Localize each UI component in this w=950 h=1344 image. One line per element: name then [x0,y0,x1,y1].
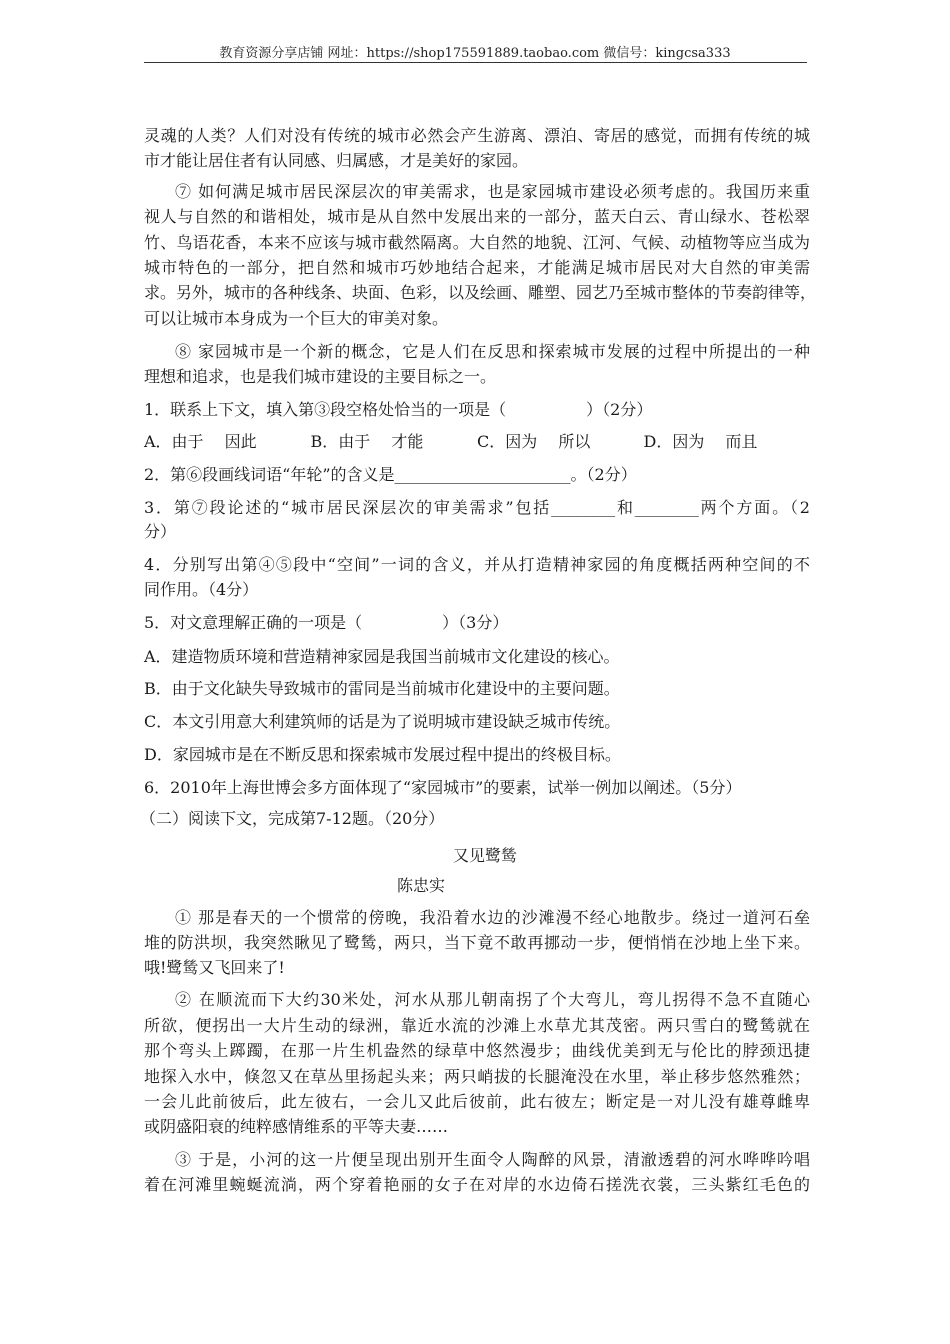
text-line: 所欲，便拐出一大片生动的绿洲，靠近水流的沙滩上水草尤其茂密。两只雪白的鹭鸶就在 [144,1016,810,1035]
question-3: 3．第⑦段论述的“城市居民深层次的审美需求”包括________和________两个方面。（2 [144,498,810,517]
option-d: D．因为 而且 [643,432,758,451]
text-line: 理想和追求，也是我们城市建设的主要目标之一。 [144,367,497,386]
text-line: ① 那是春天的一个惯常的傍晚，我沿着水边的沙滩漫不经心地散步。绕过一道河石垒 [175,908,810,927]
text-line: 或阴盛阳衰的纯粹感情维系的平等夫妻…… [144,1117,449,1136]
question-1: 1．联系上下文，填入第③段空格处恰当的一项是（ ）（2分） [144,400,653,419]
text-line: ⑦ 如何满足城市居民深层次的审美需求，也是家园城市建设必须考虑的。我国历来重 [175,182,810,201]
text-line: 着在河滩里蜿蜒流淌，两个穿着艳丽的女子在对岸的水边倚石搓洗衣裳，三头紫红毛色的 [144,1175,810,1194]
text-line: 视人与自然的和谐相处，城市是从自然中发展出来的一部分，蓝天白云、青山绿水、苍松翠 [144,207,810,226]
section-heading: （二）阅读下文，完成第7-12题。（20分） [140,809,445,828]
question-6: 6．2010年上海世博会多方面体现了“家园城市”的要素，试举一例加以阐述。（5分） [144,778,742,797]
text-line: ② 在顺流而下大约30米处，河水从那儿朝南拐了个大弯儿，弯儿拐得不急不直随心 [175,990,810,1009]
question-3-cont: 分） [144,522,177,541]
header-divider [144,62,807,63]
option-a: A．由于 因此 [144,432,257,451]
question-5: 5．对文意理解正确的一项是（ ）（3分） [144,613,509,632]
text-line: 地探入水中，倏忽又在草丛里扬起头来；两只峭拔的长腿淹没在水里，举止移步悠然雅然； [144,1067,810,1086]
text-line: 市才能让居住者有认同感、归属感，才是美好的家园。 [144,151,529,170]
text-line: ⑧ 家园城市是一个新的概念，它是人们在反思和探索城市发展的过程中所提出的一种 [175,342,810,361]
text-line: 竹、鸟语花香，本来不应该与城市截然隔离。大自然的地貌、江河、气候、动植物等应当成为 [144,233,810,252]
article-title: 又见鹭鸶 [452,846,517,865]
text-line: 城市特色的一部分，把自然和城市巧妙地结合起来，才能满足城市居民对大自然的审美需 [144,258,810,277]
option-a: A．建造物质环境和营造精神家园是我国当前城市文化建设的核心。 [144,647,620,666]
article-author: 陈忠实 [396,876,445,895]
question-4-cont: 同作用。（4分） [144,580,259,599]
option-d: D．家园城市是在不断反思和探索城市发展过程中提出的终极目标。 [144,745,621,764]
option-b: B．由于 才能 [310,432,424,451]
question-2: 2．第⑥段画线词语“年轮”的含义是______________________。（2分） [144,465,637,484]
option-c: C．本文引用意大利建筑师的话是为了说明城市建设缺乏城市传统。 [144,712,621,731]
option-b: B．由于文化缺失导致城市的雷同是当前城市化建设中的主要问题。 [144,679,620,698]
text-line: 求。另外，城市的各种线条、块面、色彩，以及绘画、雕塑、园艺乃至城市整体的节奏韵律等， [144,283,817,302]
text-line: 哦!鹭鸶又飞回来了! [144,958,285,977]
text-line: 那个弯头上踯躅，在那一片生机盎然的绿草中悠然漫步；曲线优美到无与伦比的脖颈迅捷 [144,1041,810,1060]
text-line: 一会儿此前彼后，此左彼右，一会儿又此后彼前，此右彼左；断定是一对儿没有雄尊雌卑 [144,1092,810,1111]
text-line: 灵魂的人类？人们对没有传统的城市必然会产生游离、漂泊、寄居的感觉，而拥有传统的城 [144,126,810,145]
text-line: ③ 于是，小河的这一片便呈现出别开生面令人陶醉的风景，清澈透碧的河水哗哗吟唱 [175,1150,810,1169]
question-4: 4．分别写出第④⑤段中“空间”一词的含义，并从打造精神家园的角度概括两种空间的不 [144,555,810,574]
question-1-options [144,432,810,452]
text-line: 堆的防洪坝，我突然瞅见了鹭鸶，两只，当下竟不敢再挪动一步，便悄悄在沙地上坐下来。 [144,933,810,952]
text-line: 可以让城市本身成为一个巨大的审美对象。 [144,309,449,328]
page-header: 教育资源分享店铺 网址：https://shop175591889.taobao.com 微信号：kingcsa333 [219,46,731,61]
option-c: C．因为 所以 [477,432,591,451]
